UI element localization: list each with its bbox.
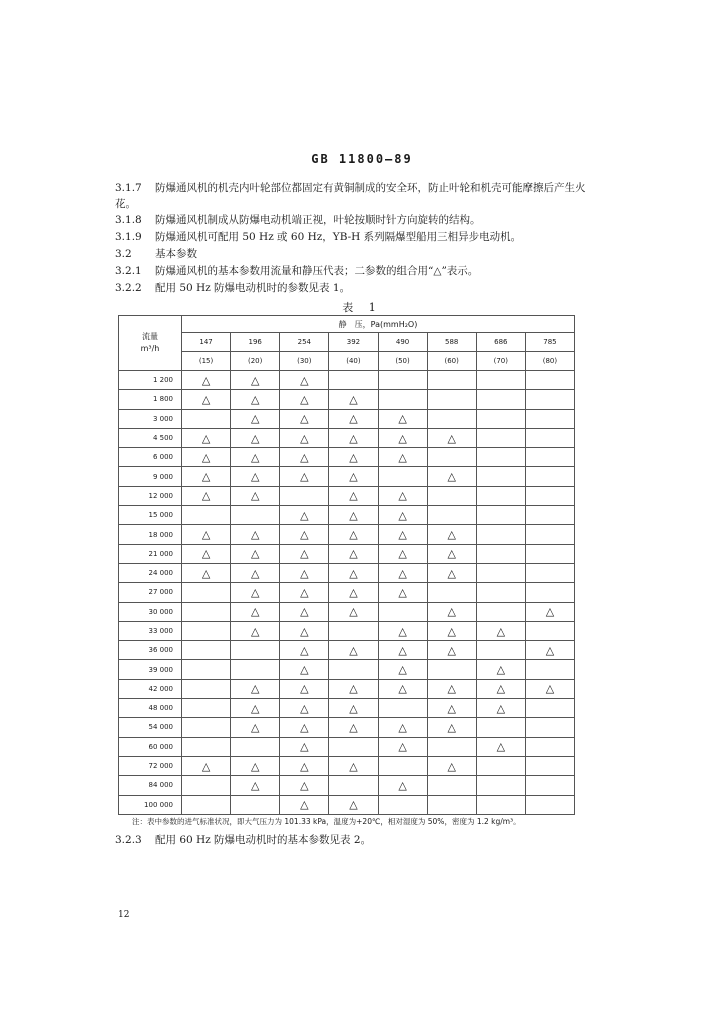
triangle-mark-cell: △ <box>280 660 329 679</box>
pressure-pa-header: 147 <box>182 333 231 352</box>
paragraph <box>115 229 595 246</box>
triangle-mark-cell: △ <box>329 679 378 698</box>
empty-cell <box>525 795 574 814</box>
triangle-mark-cell: △ <box>476 621 525 640</box>
table-row <box>119 448 575 467</box>
triangle-mark-cell: △ <box>378 563 427 582</box>
triangle-mark-cell: △ <box>231 679 280 698</box>
flow-cell: 6 000 <box>119 448 182 467</box>
table-row <box>119 776 575 795</box>
triangle-mark-cell: △ <box>378 737 427 756</box>
empty-cell <box>427 795 476 814</box>
paragraph <box>115 180 595 197</box>
empty-cell <box>525 660 574 679</box>
empty-cell <box>329 660 378 679</box>
empty-cell <box>427 506 476 525</box>
triangle-mark-cell: △ <box>182 467 231 486</box>
triangle-mark-cell: △ <box>378 506 427 525</box>
empty-cell <box>427 776 476 795</box>
empty-cell <box>525 583 574 602</box>
triangle-mark-cell: △ <box>329 699 378 718</box>
triangle-mark-cell: △ <box>476 679 525 698</box>
triangle-mark-cell: △ <box>280 525 329 544</box>
triangle-mark-cell: △ <box>231 776 280 795</box>
triangle-mark-cell: △ <box>329 506 378 525</box>
empty-cell <box>476 390 525 409</box>
empty-cell <box>378 467 427 486</box>
flow-cell: 84 000 <box>119 776 182 795</box>
triangle-mark-cell: △ <box>280 409 329 428</box>
triangle-mark-cell: △ <box>280 621 329 640</box>
empty-cell <box>525 776 574 795</box>
flow-cell: 4 500 <box>119 428 182 447</box>
triangle-mark-cell: △ <box>280 428 329 447</box>
paragraph-text: 花。 <box>115 198 136 210</box>
flow-cell: 60 000 <box>119 737 182 756</box>
paragraph-text: 防爆通风机可配用 50 Hz 或 60 Hz，YB-H 系列隔爆型船用三相异步电动机。 <box>155 231 522 243</box>
table-row <box>119 467 575 486</box>
pressure-mm-header: (30) <box>280 352 329 371</box>
triangle-mark-cell: △ <box>525 679 574 698</box>
triangle-mark-cell: △ <box>231 409 280 428</box>
flow-cell: 42 000 <box>119 679 182 698</box>
empty-cell <box>182 409 231 428</box>
triangle-mark-cell: △ <box>280 641 329 660</box>
table-row <box>119 621 575 640</box>
triangle-mark-cell: △ <box>329 583 378 602</box>
table-caption: 表 1 <box>342 301 382 314</box>
triangle-mark-cell: △ <box>427 756 476 775</box>
table-row <box>119 756 575 775</box>
triangle-mark-cell: △ <box>329 525 378 544</box>
empty-cell <box>525 448 574 467</box>
empty-cell <box>525 699 574 718</box>
triangle-mark-cell: △ <box>280 718 329 737</box>
page-number: 12 <box>118 910 130 920</box>
triangle-mark-cell: △ <box>427 718 476 737</box>
empty-cell <box>427 737 476 756</box>
triangle-mark-cell: △ <box>231 544 280 563</box>
empty-cell <box>525 737 574 756</box>
empty-cell <box>329 776 378 795</box>
pressure-pa-header: 490 <box>378 333 427 352</box>
triangle-mark-cell: △ <box>427 641 476 660</box>
empty-cell <box>476 467 525 486</box>
triangle-mark-cell: △ <box>378 583 427 602</box>
empty-cell <box>525 718 574 737</box>
triangle-mark-cell: △ <box>231 699 280 718</box>
empty-cell <box>182 718 231 737</box>
empty-cell <box>182 583 231 602</box>
triangle-mark-cell: △ <box>427 428 476 447</box>
triangle-mark-cell: △ <box>182 390 231 409</box>
flow-header <box>119 316 182 371</box>
flow-cell: 21 000 <box>119 544 182 563</box>
triangle-mark-cell: △ <box>280 699 329 718</box>
triangle-mark-cell: △ <box>476 699 525 718</box>
triangle-mark-cell: △ <box>329 544 378 563</box>
triangle-mark-cell: △ <box>182 448 231 467</box>
triangle-mark-cell: △ <box>329 718 378 737</box>
triangle-mark-cell: △ <box>329 428 378 447</box>
triangle-mark-cell: △ <box>329 448 378 467</box>
triangle-mark-cell: △ <box>280 563 329 582</box>
flow-header-label: 流量 <box>142 332 158 341</box>
empty-cell <box>182 679 231 698</box>
empty-cell <box>231 795 280 814</box>
empty-cell <box>476 486 525 505</box>
paragraph <box>115 263 595 280</box>
table-row <box>119 660 575 679</box>
triangle-mark-cell: △ <box>231 486 280 505</box>
empty-cell <box>378 602 427 621</box>
table-row <box>119 428 575 447</box>
table-row <box>119 409 575 428</box>
triangle-mark-cell: △ <box>378 525 427 544</box>
triangle-mark-cell: △ <box>329 390 378 409</box>
paragraph-number: 3.2.2 <box>115 282 142 294</box>
paragraph-3-2-3 <box>115 832 595 849</box>
triangle-mark-cell: △ <box>525 602 574 621</box>
paragraph <box>115 280 595 297</box>
pressure-header: 静 压，Pa(mmH₂O) <box>182 316 575 333</box>
empty-cell <box>525 486 574 505</box>
triangle-mark-cell: △ <box>329 467 378 486</box>
triangle-mark-cell: △ <box>231 563 280 582</box>
pressure-pa-header: 392 <box>329 333 378 352</box>
empty-cell <box>427 448 476 467</box>
empty-cell <box>525 506 574 525</box>
empty-cell <box>525 621 574 640</box>
triangle-mark-cell: △ <box>329 409 378 428</box>
empty-cell <box>182 602 231 621</box>
triangle-mark-cell: △ <box>378 409 427 428</box>
triangle-mark-cell: △ <box>231 428 280 447</box>
empty-cell <box>378 371 427 390</box>
empty-cell <box>182 641 231 660</box>
flow-cell: 33 000 <box>119 621 182 640</box>
triangle-mark-cell: △ <box>378 486 427 505</box>
table-row <box>119 371 575 390</box>
empty-cell <box>182 506 231 525</box>
triangle-mark-cell: △ <box>378 544 427 563</box>
empty-cell <box>427 660 476 679</box>
flow-cell: 12 000 <box>119 486 182 505</box>
empty-cell <box>476 718 525 737</box>
flow-cell: 39 000 <box>119 660 182 679</box>
table-row <box>119 506 575 525</box>
empty-cell <box>525 390 574 409</box>
parameter-table <box>118 315 575 815</box>
paragraph <box>115 196 595 213</box>
triangle-mark-cell: △ <box>231 448 280 467</box>
triangle-mark-cell: △ <box>280 795 329 814</box>
empty-cell <box>427 409 476 428</box>
triangle-mark-cell: △ <box>329 563 378 582</box>
empty-cell <box>476 448 525 467</box>
empty-cell <box>476 563 525 582</box>
triangle-mark-cell: △ <box>280 544 329 563</box>
paragraph-text: 防爆通风机的基本参数用流量和静压代表；二参数的组合用“△”表示。 <box>155 265 479 277</box>
triangle-mark-cell: △ <box>329 641 378 660</box>
empty-cell <box>182 737 231 756</box>
empty-cell <box>231 506 280 525</box>
paragraph-text: 防爆通风机制成从防爆电动机端正视，叶轮按顺时针方向旋转的结构。 <box>155 214 481 226</box>
triangle-mark-cell: △ <box>231 756 280 775</box>
empty-cell <box>525 409 574 428</box>
triangle-mark-cell: △ <box>280 583 329 602</box>
flow-cell: 54 000 <box>119 718 182 737</box>
empty-cell <box>427 371 476 390</box>
table-row <box>119 544 575 563</box>
table-row <box>119 583 575 602</box>
document-header: GB 11800—89 <box>311 152 413 166</box>
empty-cell <box>476 602 525 621</box>
empty-cell <box>231 737 280 756</box>
table-note: 注：表中参数的进气标准状况，即大气压力为 101.33 kPa，温度为+20℃，相对湿度为 50%，密度为 1.2 kg/m³。 <box>132 817 521 826</box>
empty-cell <box>476 544 525 563</box>
triangle-mark-cell: △ <box>231 602 280 621</box>
pressure-mm-header: (50) <box>378 352 427 371</box>
table-row <box>119 718 575 737</box>
triangle-mark-cell: △ <box>427 563 476 582</box>
table-row <box>119 563 575 582</box>
pressure-pa-header: 588 <box>427 333 476 352</box>
triangle-mark-cell: △ <box>231 583 280 602</box>
flow-cell: 48 000 <box>119 699 182 718</box>
triangle-mark-cell: △ <box>231 390 280 409</box>
paragraph-text: 防爆通风机的机壳内叶轮部位都固定有黄铜制成的安全环，防止叶轮和机壳可能摩擦后产生火 <box>155 182 586 194</box>
empty-cell <box>525 371 574 390</box>
triangle-mark-cell: △ <box>427 679 476 698</box>
triangle-mark-cell: △ <box>280 506 329 525</box>
triangle-mark-cell: △ <box>280 448 329 467</box>
table-row <box>119 795 575 814</box>
triangle-mark-cell: △ <box>329 756 378 775</box>
pressure-pa-header: 785 <box>525 333 574 352</box>
triangle-mark-cell: △ <box>280 602 329 621</box>
triangle-mark-cell: △ <box>329 795 378 814</box>
triangle-mark-cell: △ <box>280 371 329 390</box>
empty-cell <box>231 641 280 660</box>
triangle-mark-cell: △ <box>378 621 427 640</box>
flow-cell: 1 200 <box>119 371 182 390</box>
empty-cell <box>378 699 427 718</box>
triangle-mark-cell: △ <box>280 737 329 756</box>
paragraph-number: 3.2.1 <box>115 265 142 277</box>
empty-cell <box>378 756 427 775</box>
triangle-mark-cell: △ <box>182 544 231 563</box>
triangle-mark-cell: △ <box>231 371 280 390</box>
flow-header-unit: m³/h <box>140 344 160 353</box>
empty-cell <box>427 486 476 505</box>
triangle-mark-cell: △ <box>378 718 427 737</box>
empty-cell <box>476 776 525 795</box>
empty-cell <box>476 795 525 814</box>
table-row <box>119 699 575 718</box>
pressure-mm-header: (15) <box>182 352 231 371</box>
empty-cell <box>525 525 574 544</box>
empty-cell <box>525 756 574 775</box>
flow-cell: 18 000 <box>119 525 182 544</box>
triangle-mark-cell: △ <box>280 679 329 698</box>
flow-cell: 24 000 <box>119 563 182 582</box>
triangle-mark-cell: △ <box>182 371 231 390</box>
triangle-mark-cell: △ <box>182 756 231 775</box>
pressure-mm-header: (20) <box>231 352 280 371</box>
empty-cell <box>525 467 574 486</box>
table-row <box>119 679 575 698</box>
triangle-mark-cell: △ <box>182 563 231 582</box>
triangle-mark-cell: △ <box>280 467 329 486</box>
pressure-mm-header: (70) <box>476 352 525 371</box>
table-row <box>119 641 575 660</box>
table-row <box>119 602 575 621</box>
triangle-mark-cell: △ <box>525 641 574 660</box>
triangle-mark-cell: △ <box>427 544 476 563</box>
triangle-mark-cell: △ <box>231 718 280 737</box>
flow-cell: 100 000 <box>119 795 182 814</box>
triangle-mark-cell: △ <box>231 621 280 640</box>
paragraph-text: 配用 60 Hz 防爆电动机时的基本参数见表 2。 <box>155 834 372 846</box>
paragraph-number: 3.1.7 <box>115 182 142 194</box>
pressure-mm-header: (40) <box>329 352 378 371</box>
empty-cell <box>525 544 574 563</box>
triangle-mark-cell: △ <box>378 660 427 679</box>
empty-cell <box>427 390 476 409</box>
flow-cell: 1 800 <box>119 390 182 409</box>
table-row <box>119 390 575 409</box>
flow-cell: 3 000 <box>119 409 182 428</box>
empty-cell <box>182 795 231 814</box>
triangle-mark-cell: △ <box>427 699 476 718</box>
flow-cell: 72 000 <box>119 756 182 775</box>
paragraph <box>115 212 595 229</box>
empty-cell <box>231 660 280 679</box>
paragraph-text: 基本参数 <box>155 248 197 260</box>
triangle-mark-cell: △ <box>280 756 329 775</box>
triangle-mark-cell: △ <box>280 776 329 795</box>
triangle-mark-cell: △ <box>280 390 329 409</box>
table-row <box>119 525 575 544</box>
flow-cell: 30 000 <box>119 602 182 621</box>
empty-cell <box>329 737 378 756</box>
empty-cell <box>525 563 574 582</box>
triangle-mark-cell: △ <box>378 448 427 467</box>
triangle-mark-cell: △ <box>476 660 525 679</box>
triangle-mark-cell: △ <box>182 525 231 544</box>
triangle-mark-cell: △ <box>476 737 525 756</box>
paragraph-number: 3.1.8 <box>115 214 142 226</box>
empty-cell <box>329 621 378 640</box>
empty-cell <box>182 621 231 640</box>
triangle-mark-cell: △ <box>378 428 427 447</box>
empty-cell <box>378 390 427 409</box>
flow-cell: 36 000 <box>119 641 182 660</box>
empty-cell <box>476 583 525 602</box>
pressure-pa-header: 686 <box>476 333 525 352</box>
empty-cell <box>476 428 525 447</box>
empty-cell <box>182 776 231 795</box>
triangle-mark-cell: △ <box>427 621 476 640</box>
pressure-pa-header: 196 <box>231 333 280 352</box>
triangle-mark-cell: △ <box>329 486 378 505</box>
flow-cell: 27 000 <box>119 583 182 602</box>
empty-cell <box>476 506 525 525</box>
empty-cell <box>280 486 329 505</box>
paragraph-text: 配用 50 Hz 防爆电动机时的参数见表 1。 <box>155 282 351 294</box>
empty-cell <box>182 699 231 718</box>
triangle-mark-cell: △ <box>231 525 280 544</box>
pressure-mm-header: (60) <box>427 352 476 371</box>
empty-cell <box>182 660 231 679</box>
triangle-mark-cell: △ <box>427 525 476 544</box>
pressure-mm-header: (80) <box>525 352 574 371</box>
table-row <box>119 737 575 756</box>
empty-cell <box>525 428 574 447</box>
empty-cell <box>476 409 525 428</box>
paragraph-number: 3.1.9 <box>115 231 142 243</box>
paragraph <box>115 246 595 263</box>
triangle-mark-cell: △ <box>378 679 427 698</box>
flow-cell: 9 000 <box>119 467 182 486</box>
triangle-mark-cell: △ <box>427 602 476 621</box>
empty-cell <box>329 371 378 390</box>
empty-cell <box>476 641 525 660</box>
empty-cell <box>476 525 525 544</box>
flow-cell: 15 000 <box>119 506 182 525</box>
paragraph-number: 3.2 <box>115 248 132 260</box>
empty-cell <box>427 583 476 602</box>
triangle-mark-cell: △ <box>378 776 427 795</box>
empty-cell <box>476 371 525 390</box>
triangle-mark-cell: △ <box>182 428 231 447</box>
triangle-mark-cell: △ <box>182 486 231 505</box>
empty-cell <box>476 756 525 775</box>
triangle-mark-cell: △ <box>329 602 378 621</box>
triangle-mark-cell: △ <box>231 467 280 486</box>
triangle-mark-cell: △ <box>378 641 427 660</box>
triangle-mark-cell: △ <box>427 467 476 486</box>
pressure-pa-header: 254 <box>280 333 329 352</box>
paragraph-number: 3.2.3 <box>115 834 142 846</box>
empty-cell <box>378 795 427 814</box>
table-row <box>119 486 575 505</box>
